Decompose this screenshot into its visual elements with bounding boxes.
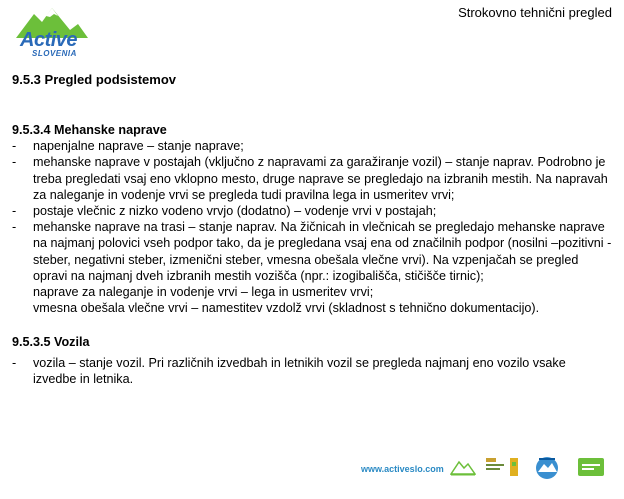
document-body [12,122,612,387]
list-dash: - [12,155,17,170]
logo-sub: SLOVENIA [32,49,77,58]
list-dash: - [12,139,17,154]
logo-name: Active [20,29,78,51]
green-badge-icon [578,458,604,476]
list-item-text: mehanske naprave na trasi – stanje naprav. Na žičnicah in vlečnicah se pregledajo mehanske naprave na najmanj polovici vseh podpor tako, da je pregledana vsaj ena od značilnih podpor (nosilni –pozitivni - steber, negativni steber, izmenični steber, vmesna obešala vlečne vrvi). Na vzpenjačah se pregled opravi na najmanj dveh izbranih mestih vozišča (npr.: izogibališča, stičišče tirnic); [33,220,612,283]
list-item [12,138,612,154]
list-item-text: postaje vlečnic z nizko vodeno vrvjo (dodatno) – vodenje vrvi v postajah; [33,204,437,219]
plain-line: naprave za naleganje in vodenje vrvi – lega in usmeritev vrvi; [33,285,374,300]
partner-logo-icon [450,458,476,476]
section-title: 9.5.3 Pregled podsistemov [12,72,177,87]
footer-url[interactable]: www.activeslo.com [361,464,444,474]
ministry-logo-icon [486,456,520,478]
cable-car-logo-icon [529,455,565,479]
vozila-heading: 9.5.3.5 Vozila [12,335,90,350]
list-item [12,219,612,284]
list-item-text: napenjalne naprave – stanje naprave; [33,139,244,154]
list-dash: - [12,355,17,370]
list-item [12,154,612,203]
mehanske-heading: 9.5.3.4 Mehanske naprave [12,123,167,137]
plain-line: vmesna obešala vlečne vrvi – namestitev vzdolž vrvi (skladnost s tehnično dokumentacijo). [33,301,540,316]
header-title: Strokovno tehnični pregled [458,5,612,20]
list-item-text: mehanske naprave v postajah (vključno z napravami za garažiranje vozil) – stanje naprav. Podrobno je treba pregledati vsaj eno vklopno mesto, druge naprave se pregledajo na izbranih mestih. Na napravah za naleganje in vodenje vrvi se pregleda tudi pravilna lega in usmeritev vrvi; [33,155,608,202]
list-dash: - [12,220,17,235]
list-item [12,355,612,387]
list-dash: - [12,204,17,219]
active-slovenia-logo [12,4,90,60]
list-item-text: vozila – stanje vozil. Pri različnih izvedbah in letnikih vozil se pregleda najmanj eno vozilo vsake izvedbe in letnika. [33,355,566,386]
list-item [12,203,612,219]
